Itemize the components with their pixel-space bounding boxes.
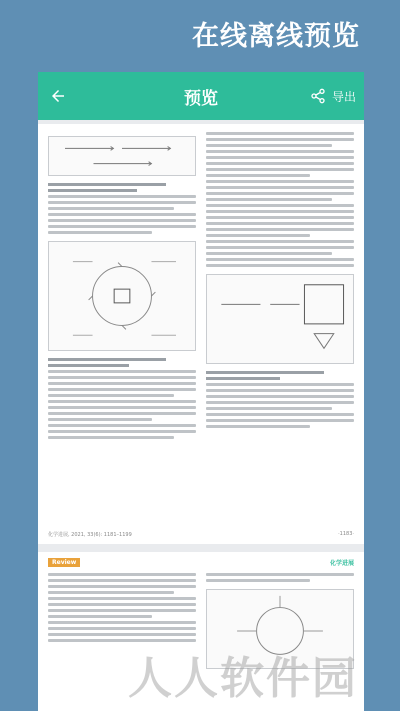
page-footer-left: 化学进展, 2021, 33(6): 1181–1199 [48,532,132,538]
export-label: 导出 [331,89,356,104]
watermark-logo: 人人软件园 [128,653,358,704]
page1-right-column [206,132,354,536]
page1-left-column [48,132,196,536]
export-button[interactable] [310,72,356,120]
document-viewer[interactable] [38,120,364,711]
section-tag: Review [48,558,80,567]
arrow-left-icon [49,87,67,105]
figure-catalytic-cycle [48,241,196,351]
share-icon [310,88,326,104]
banner-title: 在线离线预览 [192,21,360,52]
phone-screen [38,72,364,711]
document-page-2 [38,552,364,711]
document-page-1 [38,124,364,544]
app-bar [38,72,364,120]
figure-scheme [48,136,196,176]
figure-ru-catalyst [206,274,354,364]
page-title: 预览 [184,88,218,109]
back-button[interactable] [38,72,78,120]
section-title: 化学进展 [329,560,354,567]
page-number: ·1183· [338,531,354,537]
